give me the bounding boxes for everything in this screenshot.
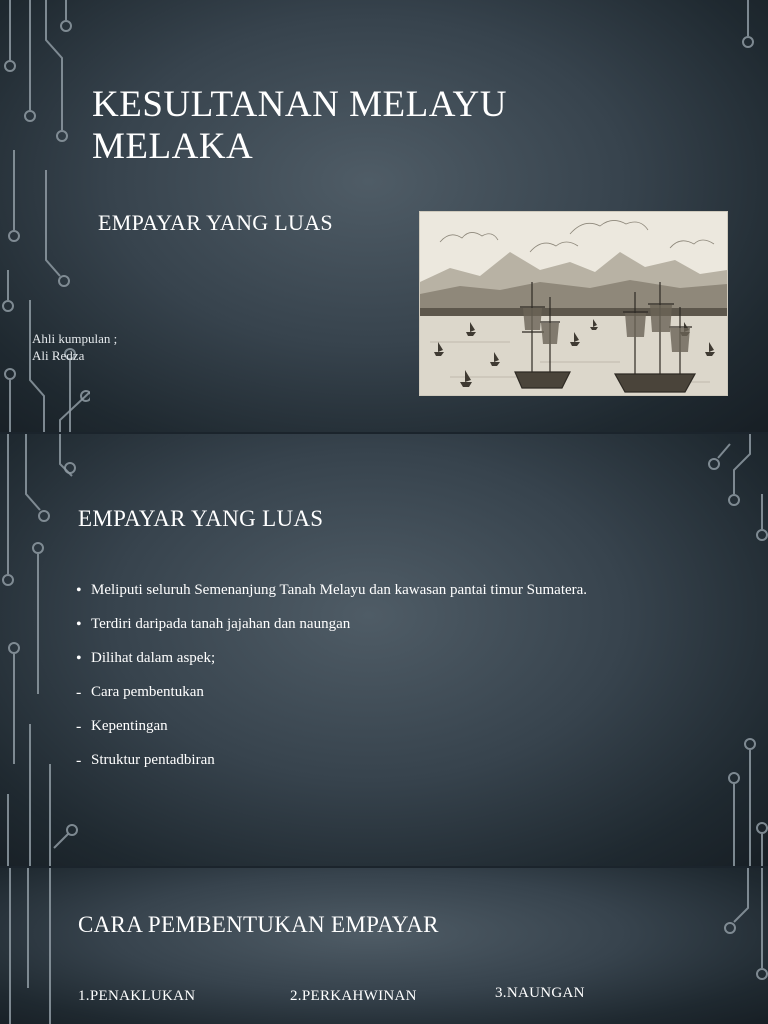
list-item	[76, 650, 587, 684]
members-label: Ahli kumpulan ;	[32, 331, 118, 346]
list-item	[76, 582, 587, 616]
list-item-text: Meliputi seluruh Semenanjung Tanah Melayu dan kawasan pantai timur Sumatera.	[91, 582, 588, 598]
bullet-marker: •	[76, 582, 82, 599]
bullet-list	[76, 582, 587, 786]
slide-heading: CARA PEMBENTUKAN EMPAYAR	[78, 912, 439, 937]
circuit-decoration-left-icon	[0, 0, 90, 432]
circuit-decoration-right-icon	[678, 434, 768, 866]
method-conquest: 1.PENAKLUKAN	[78, 988, 196, 1004]
method-marriage: 2.PERKAHWINAN	[290, 988, 417, 1004]
method-protection: 3.NAUNGAN	[495, 985, 585, 1001]
list-item-text: Kepentingan	[91, 718, 168, 734]
list-item-text: Struktur pentadbiran	[91, 752, 215, 768]
presentation-title: KESULTANAN MELAYU MELAKA	[92, 84, 507, 167]
list-item	[76, 752, 587, 786]
slide-heading: EMPAYAR YANG LUAS	[78, 506, 324, 531]
list-item-text: Dilihat dalam aspek;	[91, 650, 216, 666]
list-item	[76, 718, 587, 752]
circuit-decoration-right-icon	[678, 868, 768, 1024]
slide-empire-overview[interactable]	[0, 434, 768, 866]
slide-formation-methods[interactable]	[0, 868, 768, 1024]
bullet-marker: •	[76, 616, 82, 633]
dash-marker: -	[76, 718, 82, 735]
list-item	[76, 684, 587, 718]
circuit-decoration-left-icon	[0, 868, 90, 1024]
slide-title[interactable]	[0, 0, 768, 432]
presentation-subtitle: EMPAYAR YANG LUAS	[98, 210, 333, 235]
dash-marker: -	[76, 752, 82, 769]
list-item	[76, 616, 587, 650]
list-item-text: Cara pembentukan	[91, 684, 204, 700]
harbor-engraving-icon	[419, 211, 728, 396]
dash-marker: -	[76, 684, 82, 701]
member-name: Ali Redza	[32, 348, 85, 363]
list-item-text: Terdiri daripada tanah jajahan dan naungan	[91, 616, 351, 632]
bullet-marker: •	[76, 650, 82, 667]
group-members	[32, 330, 117, 364]
